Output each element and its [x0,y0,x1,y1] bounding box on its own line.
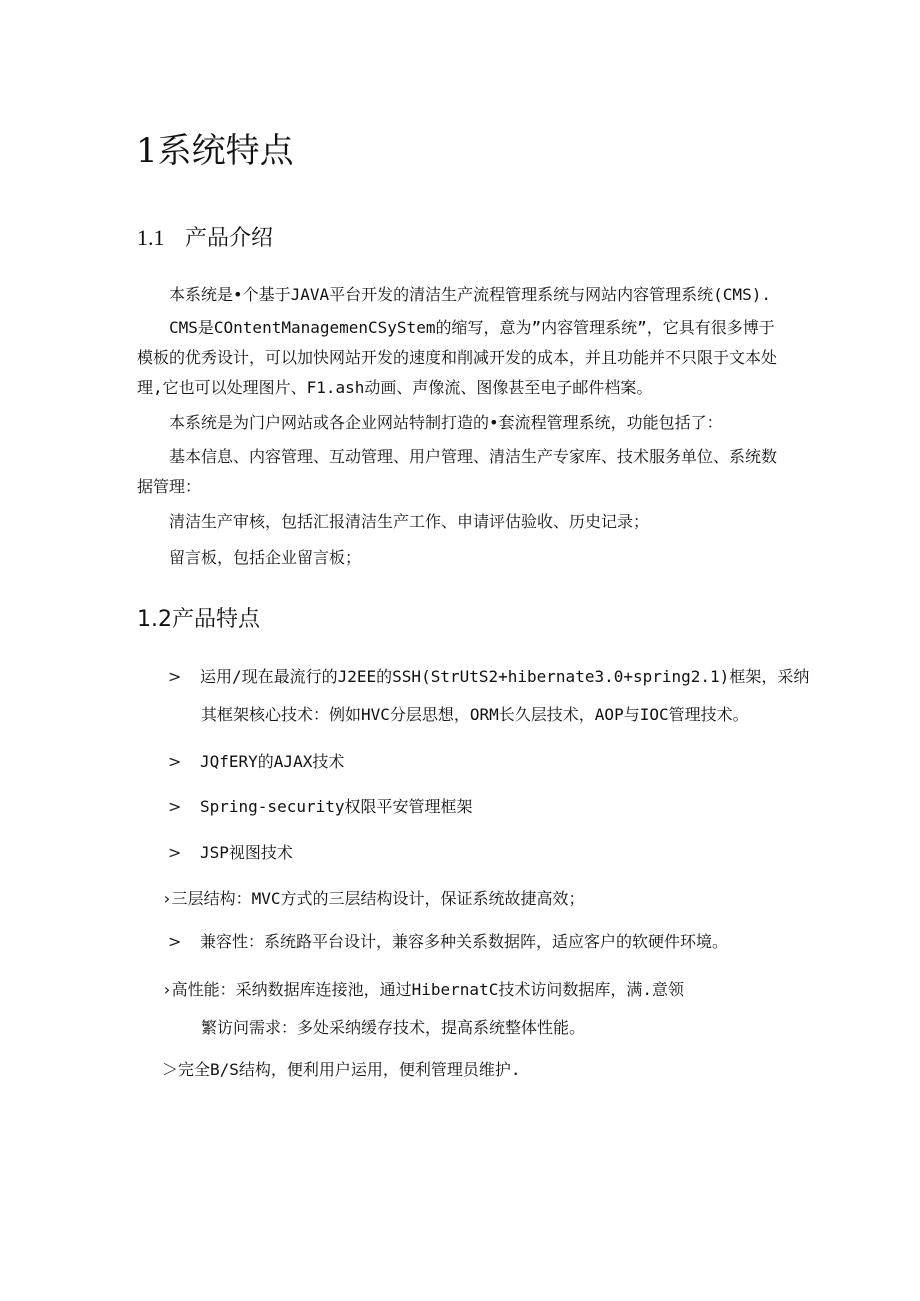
bullet-marker: > [168,752,182,771]
intro-paragraph-6: 留言板，包括企业留言板； [169,548,362,567]
intro-paragraph-5: 清洁生产审核，包括汇报清洁生产工作、申请评估验收、历史记录； [169,512,650,531]
feature-text: 运用/现在最流行的J2EE的SSH(StrUtS2+hibernate3.0+spring2.1)框架，采纳 [200,667,810,686]
feature-item-7: ›高性能：采纳数据库连接池，通过HibernatC技术访问数据库，满.意领 [162,980,684,999]
bullet-marker: > [168,797,182,816]
intro-paragraph-3: 本系统是为门户网站或各企业网站特制打造的•套流程管理系统，功能包括了： [169,413,723,432]
bullet-marker: > [168,667,182,686]
feature-item-1-continuation: 其框架核心技术：例如HVC分层思想，ORM长久层技术，AOP与IOC管理技术。 [201,705,749,724]
section-heading-features: 1.2产品特点 [137,607,260,632]
section-heading-intro [137,222,273,255]
feature-text: Spring-security权限平安管理框架 [200,797,473,816]
intro-paragraph-4: 基本信息、内容管理、互动管理、用户管理、清洁生产专家库、技术服务单位、系统数据管理： [137,447,778,496]
chapter-title: 系统特点 [157,131,294,171]
feature-item-8: ＞完全B/S结构，便利用户运用，便利管理员维护. [162,1060,521,1079]
feature-item-2 [168,747,344,777]
bullet-marker: > [168,843,182,862]
section-number: 1.1 [137,225,165,250]
feature-item-6 [168,927,728,957]
feature-item-7-continuation: 繁访问需求：多处采纳缓存技术，提高系统整体性能。 [201,1018,586,1037]
feature-item-3 [168,792,473,822]
feature-text: JQfERY的AJAX技术 [200,752,345,771]
feature-item-1 [168,662,809,692]
chapter-number: 1 [136,131,158,171]
section-title: 产品介绍 [185,226,274,251]
feature-text: 兼容性：系统路平台设计，兼容多种关系数据阵，适应客户的软硬件环境。 [200,932,729,951]
intro-paragraph-2: CMS是COntentManagemenCSyStem的缩写，意为”内容管理系统”，它具有很多博于模板的优秀设计，可以加快网站开发的速度和削减开发的成本，并且功能并不只限于文本处理,它也可以处理图片、F1.ash动画、声像流、图像甚至电子邮件档案。 [137,318,778,397]
bullet-marker: > [168,932,182,951]
intro-paragraph-1: 本系统是•个基于JAVA平台开发的清洁生产流程管理系统与网站内容管理系统(CMS). [169,285,771,304]
feature-text: JSP视图技术 [200,843,293,862]
feature-item-4 [168,838,293,868]
feature-item-5: ›三层结构：MVC方式的三层结构设计，保证系统故捷高效； [162,889,585,908]
chapter-heading [136,128,294,174]
